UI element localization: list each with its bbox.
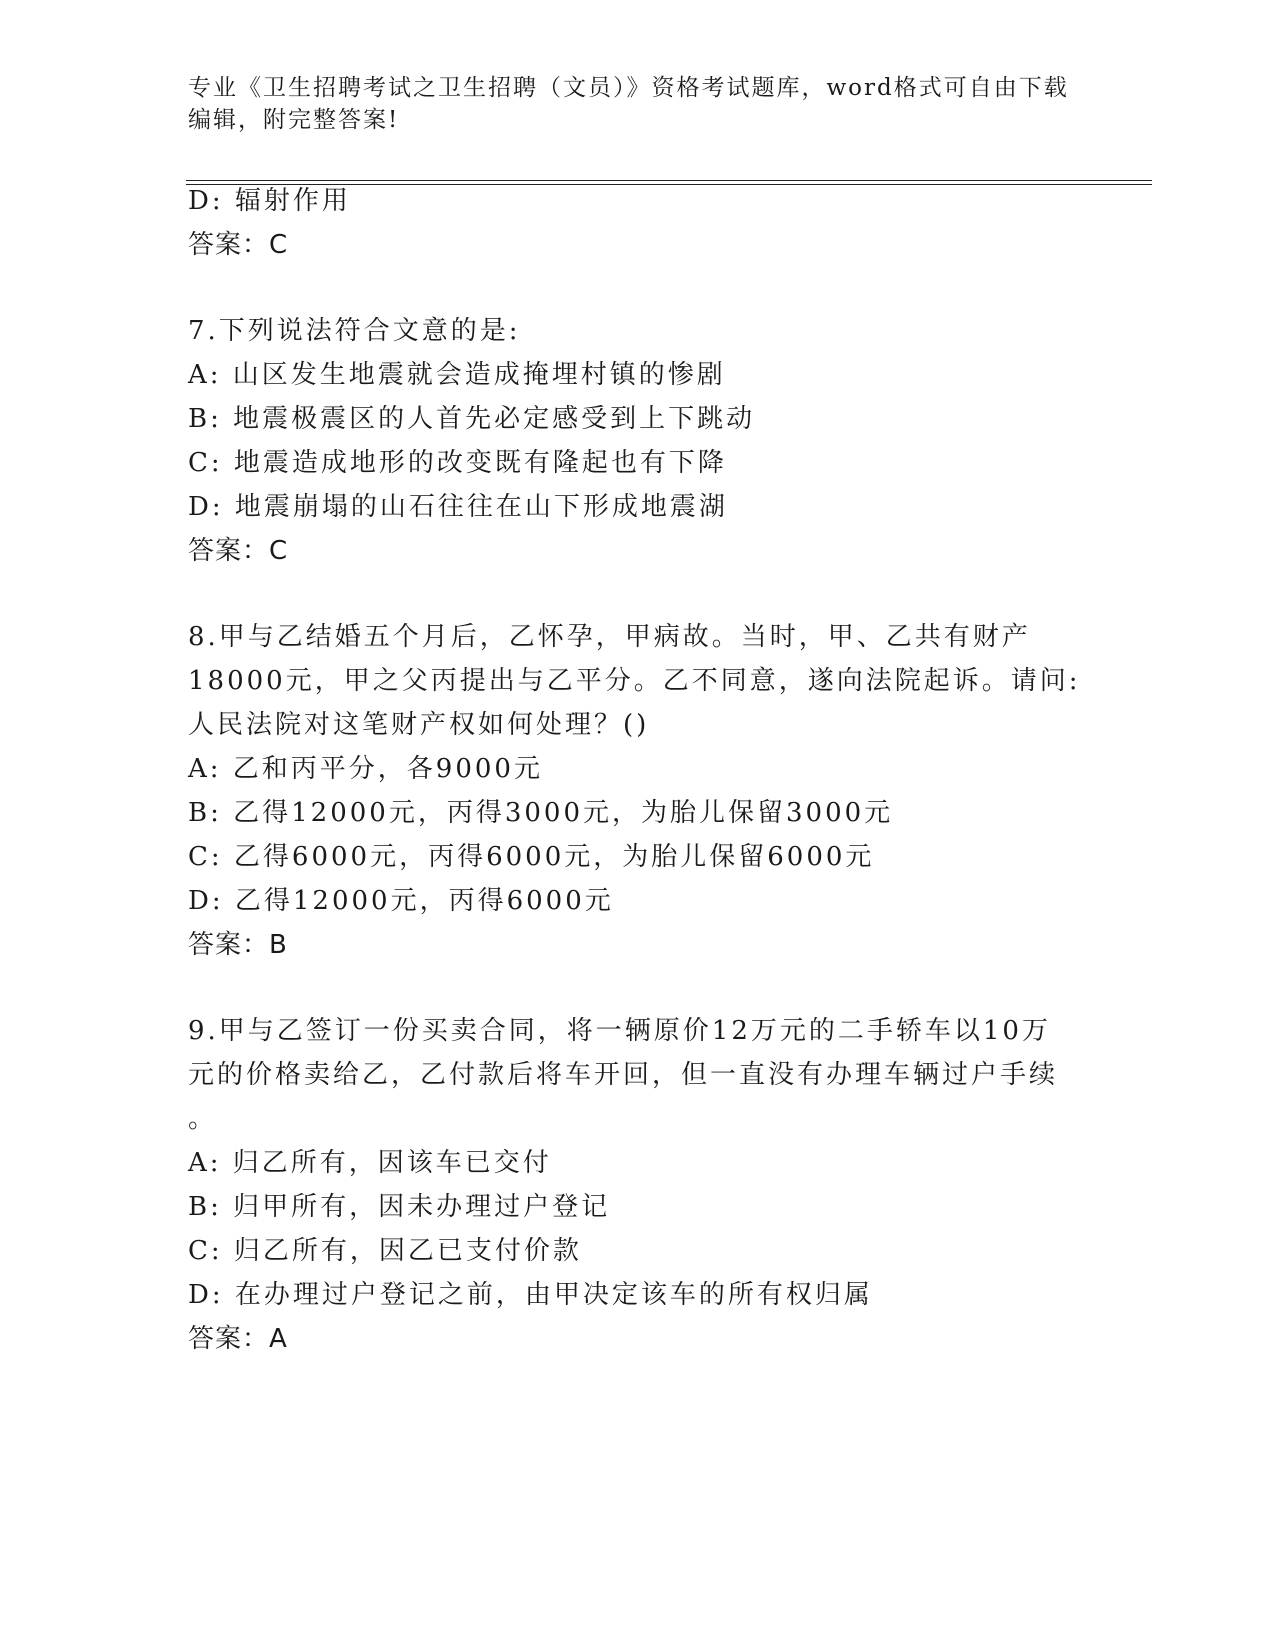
q7-option-b: B: 地震极震区的人首先必定感受到上下跳动 xyxy=(188,404,756,434)
q8-option-b: B: 乙得12000元，丙得3000元，为胎儿保留3000元 xyxy=(188,798,894,828)
q7-option-c: C: 地震造成地形的改变既有隆起也有下降 xyxy=(188,448,727,478)
q9-stem-line-1: 9.甲与乙签订一份买卖合同，将一辆原价12万元的二手轿车以10万 xyxy=(188,1016,1051,1046)
q8-option-d: D: 乙得12000元，丙得6000元 xyxy=(188,886,614,916)
q9-stem-line-2: 元的价格卖给乙，乙付款后将车开回，但一直没有办理车辆过户手续 xyxy=(188,1060,1059,1090)
q7-option-a: A: 山区发生地震就会造成掩埋村镇的惨剧 xyxy=(188,360,726,390)
header-line-2: 编辑，附完整答案! xyxy=(188,107,400,133)
q7-answer: 答案：C xyxy=(188,536,289,566)
q9-stem-line-3: 。 xyxy=(188,1104,218,1134)
q8-option-c: C: 乙得6000元，丙得6000元，为胎儿保留6000元 xyxy=(188,842,875,872)
header-line-1: 专业《卫生招聘考试之卫生招聘（文员）》资格考试题库，word格式可自由下载 xyxy=(188,75,1069,101)
q9-option-c: C: 归乙所有，因乙已支付价款 xyxy=(188,1236,582,1266)
q9-option-a: A: 归乙所有，因该车已交付 xyxy=(188,1148,552,1178)
q8-stem-line-3: 人民法院对这笔财产权如何处理？() xyxy=(188,710,650,740)
document-header xyxy=(188,72,1088,136)
header-divider-top xyxy=(186,180,1152,181)
q7-stem: 7.下列说法符合文意的是: xyxy=(188,316,521,346)
q8-answer: 答案：B xyxy=(188,930,288,960)
q8-option-a: A: 乙和丙平分，各9000元 xyxy=(188,754,543,784)
prev-option-d: D: 辐射作用 xyxy=(188,186,351,216)
q9-answer: 答案：A xyxy=(188,1324,288,1354)
q8-stem-line-2: 18000元，甲之父丙提出与乙平分。乙不同意，遂向法院起诉。请问: xyxy=(188,666,1081,696)
prev-answer: 答案：C xyxy=(188,230,289,260)
q7-option-d: D: 地震崩塌的山石往往在山下形成地震湖 xyxy=(188,492,728,522)
q9-option-d: D: 在办理过户登记之前，由甲决定该车的所有权归属 xyxy=(188,1280,873,1310)
q9-option-b: B: 归甲所有，因未办理过户登记 xyxy=(188,1192,611,1222)
q8-stem-line-1: 8.甲与乙结婚五个月后，乙怀孕，甲病故。当时，甲、乙共有财产 xyxy=(188,622,1031,652)
